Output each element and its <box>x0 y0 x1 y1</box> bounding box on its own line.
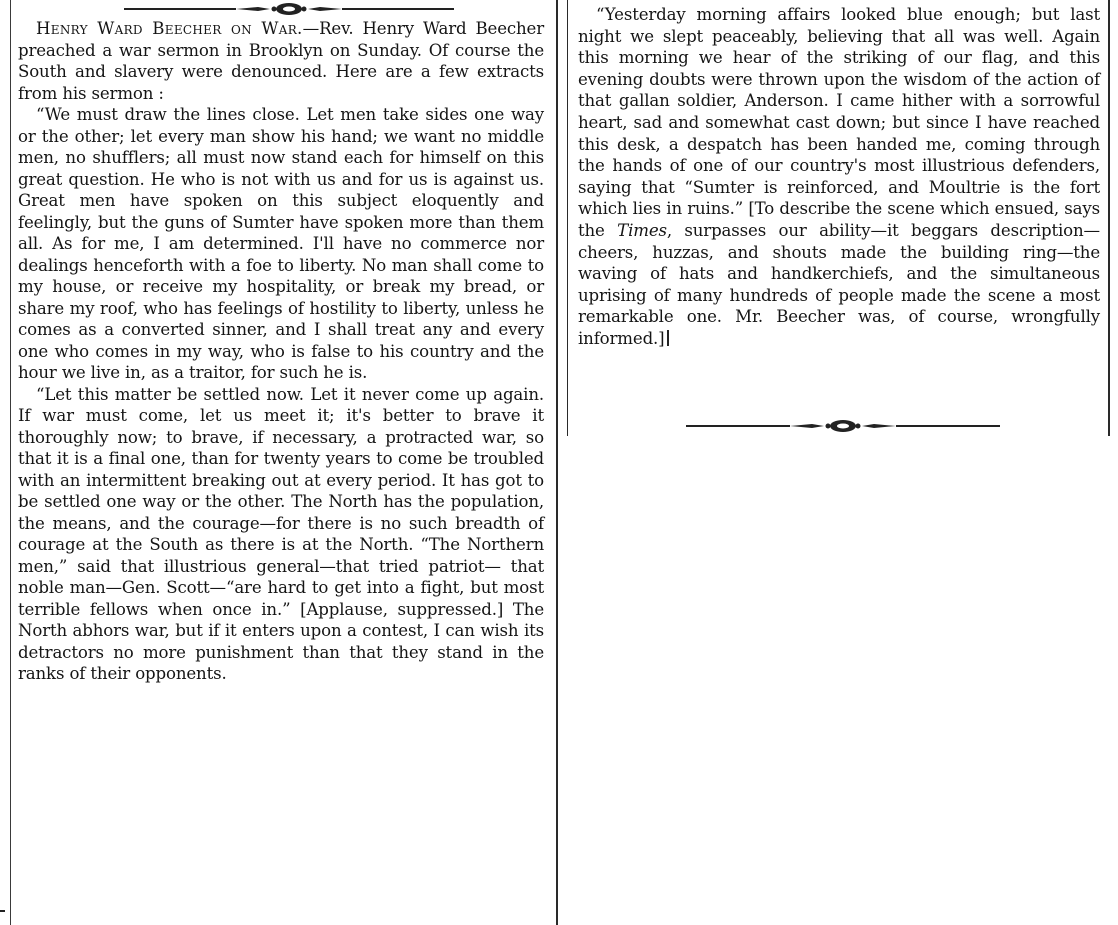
article-column-left <box>18 18 544 685</box>
article-headline: Henry Ward Beecher on War. <box>36 19 303 38</box>
center-column-rule <box>556 0 558 925</box>
right-column-outer-rule <box>1108 0 1110 436</box>
article-column-right <box>578 4 1100 350</box>
newspaper-name-times: Times <box>617 220 667 240</box>
sermon-paragraph-3 <box>578 4 1100 350</box>
ornamental-divider-top <box>124 2 454 16</box>
sermon-paragraph-3-text-a: “Yesterday morning affairs looked blue enough; but last night we slept peaceably, believing that all was well. Again this morning we hear of the striking of our flag, and this evening doubts were thrown upon the wisdom of the action of that gallan soldier, Anderson. I came hither with a sorrowful heart, sad and somewhat cast down; but since I have reached this desk, a despatch has been handed me, coming through the hands of one of our country's most illustrious defenders, saying that “Sumter is reinforced, and Moultrie is the fort which lies in ruins.” [To describe the scene which ensued, says the <box>578 5 1100 240</box>
ornamental-divider-bottom <box>686 419 1000 433</box>
sermon-paragraph-2: “Let this matter be settled now. Let it never come up again. If war must come, let us meet it; it's better to brave it thoroughly now; to brave, if necessary, a protracted war, so that it is a final one, than for twenty years to come be troubled with an intermittent breaking out at every period. It has got to be settled one way or the other. The North has the population, the means, and the courage—for there is no such breadth of courage at the South as there is at the North. “The Northern men,” said that illustrious general—that tried patriot— that noble man—Gen. Scott—“are hard to get into a fight, but most terrible fellows when once in.” [Applause, suppressed.] The North abhors war, but if it enters upon a contest, I can wish its detractors no more punishment than that they stand in the ranks of their opponents. <box>18 384 544 683</box>
ornament-flourish-icon <box>790 419 896 433</box>
article-lead-paragraph <box>18 18 544 104</box>
sermon-paragraph-1: “We must draw the lines close. Let men take sides one way or the other; let every man show his hand; we want no middle men, no shufflers; all must now stand each for himself on this great question. He who is not with us and for us is against us. Great men have spoken on this subject eloquently and feelingly, but the guns of Sumter have spoken more than them all. As for me, I am determined. I'll have no commerce nor dealings henceforth with a foe to liberty. No man shall come to my house, or receive my hospitality, or break my bread, or share my roof, who has feelings of hostility to liberty, unless he comes as a converted sinner, and I shall treat any and every one who comes in my way, who is false to his country and the hour we live in, as a traitor, for such he is. <box>18 105 544 382</box>
ornament-flourish-icon <box>236 2 342 16</box>
right-column-inner-rule <box>567 0 568 436</box>
left-column-rule <box>10 0 11 925</box>
margin-tick <box>0 910 5 912</box>
end-mark <box>667 330 669 346</box>
sermon-paragraph-3-text-b: , surpasses our ability—it beggars description—cheers, huzzas, and shouts made the building ring—the waving of hats and handkerchiefs, and the simultaneous uprising of many hundreds of people made the scene a most remarkable one. Mr. Beecher was, of course, wrongfully informed.] <box>578 220 1100 348</box>
article-lead-text: —Rev. Henry Ward Beecher preached a war sermon in Brooklyn on Sunday. Of course the South and slavery were denounced. Here are a few extracts from his sermon : <box>18 19 544 103</box>
